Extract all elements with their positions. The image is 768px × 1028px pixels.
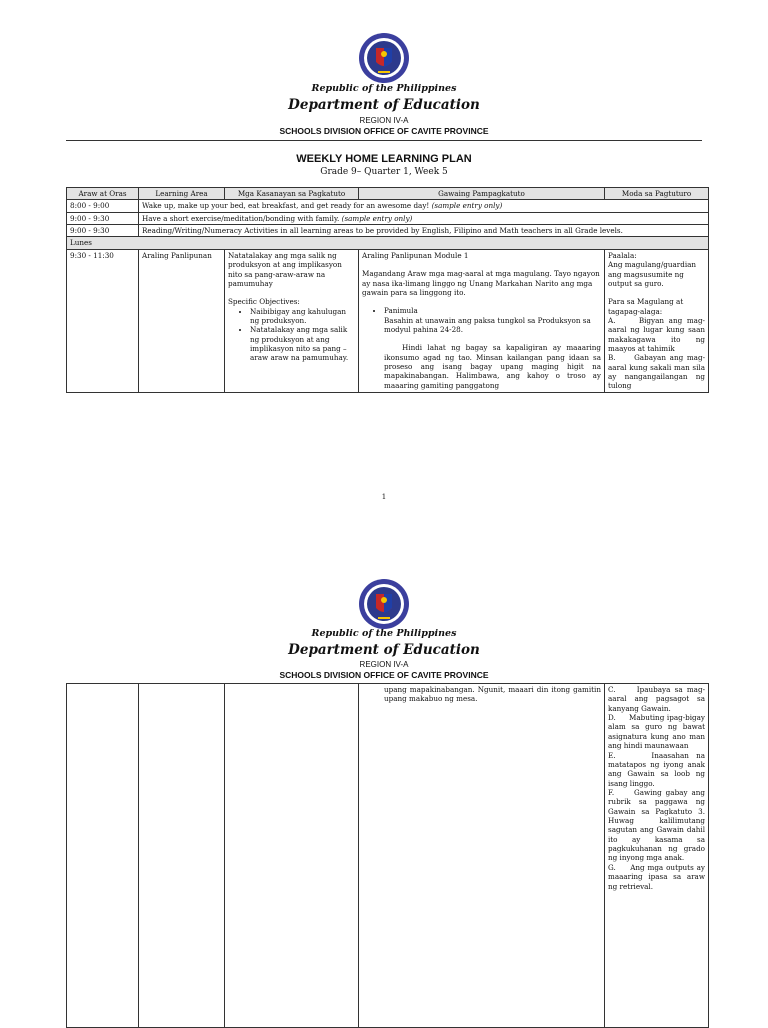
routine-text: Wake up, make up your bed, eat breakfast, and get ready for an awesome day! (142, 201, 430, 211)
skills-cell (225, 684, 359, 1028)
greeting-text: Magandang Araw mga mag-aaral at mga magulang. Tayo ngayon ay nasa ika-limang linggo ng Unang Markahan Narito ang mga gawain para sa linggong ito. (362, 269, 600, 297)
region-label: REGION IV-A (359, 116, 409, 125)
table-row (67, 200, 709, 212)
parent-guideline: B. Gabayan ang mag-aaral kung sakali man sila ay nangangailangan ng tulong (608, 353, 705, 391)
deped-seal-icon (358, 578, 410, 630)
module-title: Araling Panlipunan Module 1 (362, 250, 469, 260)
learning-plan-table (66, 187, 709, 393)
table-header-row (67, 188, 709, 200)
deped-seal-icon (358, 32, 410, 84)
objectives-list (228, 307, 355, 363)
header-cell-activities: Gawaing Pampagkatuto (359, 188, 605, 200)
table-row (67, 684, 709, 1028)
parents-label: Para sa Magulang at tagapag-alaga: (608, 297, 684, 316)
time-cell (67, 684, 139, 1028)
header-divider (66, 140, 702, 141)
objectives-label: Specific Objectives: (228, 297, 300, 307)
mode-cell (605, 684, 709, 1028)
republic-heading: Republic of the Philippines (311, 628, 457, 639)
page-2 (0, 520, 768, 1024)
discussion-paragraph: Hindi lahat ng bagay sa kapaligiran ay maaaring ikonsumo agad ng tao. Minsan kailangan pang idaan sa proseso ang isang bagay upang maging higit na mapakinabangan. Halimbawa, ang kahoy o troso ay maaaring gamiting panggatong (384, 343, 601, 390)
department-heading: Department of Education (288, 642, 480, 658)
plan-subtitle: Grade 9– Quarter 1, Week 5 (320, 167, 448, 177)
routine-cell (139, 200, 709, 212)
skills-intro: Natatalakay ang mga salik ng produksyon at ang implikasyon nito sa pang-araw-araw na pamumuhay (228, 250, 342, 288)
parent-guideline: F. Gawing gabay ang rubrik sa paggawa ng Gawain sa Pagkatuto 3. Huwag kalilimutang sagutan ang Gawain dahil ito ay kasama sa pagkukuhanan ng grado ng inyong mga anak. (608, 787, 705, 863)
instruction-text: Basahin at unawain ang paksa tungkol sa Produksyon sa modyul pahina 24-28. (384, 315, 591, 334)
learning-plan-table-continued (66, 683, 709, 1028)
day-row (67, 237, 709, 249)
parent-guideline: C. Ipaubaya sa mag-aaral ang pagsagot sa kanyang Gawain. (608, 685, 705, 713)
learning-area-cell: Araling Panlipunan (139, 249, 225, 392)
table-row (67, 212, 709, 224)
sample-note: (sample entry only) (431, 201, 503, 211)
time-cell: 8:00 - 9:00 (67, 200, 139, 212)
learning-area-cell (139, 684, 225, 1028)
region-label: REGION IV-A (359, 660, 409, 669)
activity-bullets (362, 306, 601, 315)
department-heading: Department of Education (288, 97, 480, 113)
objective-item: • Natatalakay ang mga salik ng produksyon at ang implikasyon nito sa pang –araw araw na pamumuhay. (250, 325, 355, 362)
activities-cell (359, 249, 605, 392)
table-row (67, 225, 709, 237)
reminder-label: Paalala: (608, 250, 637, 260)
header-cell-day-time: Araw at Oras (67, 188, 139, 200)
routine-text: Have a short exercise/meditation/bonding with family. (142, 213, 340, 223)
skills-cell (225, 249, 359, 392)
header-cell-learning-area: Learning Area (139, 188, 225, 200)
republic-heading: Republic of the Philippines (311, 83, 457, 94)
discussion-paragraph-continued: upang mapakinabangan. Ngunit, maaari din itong gamitin upang makabuo ng mesa. (384, 685, 601, 704)
parent-guideline: E. Inaasahan na matatapos ng iyong anak ang Gawain sa loob ng isang linggo. (608, 750, 705, 788)
time-cell: 9:00 - 9:30 (67, 225, 139, 237)
parent-guideline: D. Mabuting ipag-bigay alam sa guro ng bawat asignatura kung ano man ang hindi maunawaan (608, 713, 705, 751)
time-cell: 9:00 - 9:30 (67, 212, 139, 224)
day-label: Lunes (67, 237, 709, 249)
header-cell-skills: Mga Kasanayan sa Pagkatuto (225, 188, 359, 200)
page-number: 1 (381, 493, 387, 501)
division-label: SCHOOLS DIVISION OFFICE OF CAVITE PROVINCE (279, 126, 489, 136)
mode-cell (605, 249, 709, 392)
routine-cell (139, 212, 709, 224)
plan-title: WEEKLY HOME LEARNING PLAN (296, 153, 472, 165)
table-row (67, 249, 709, 392)
activities-cell (359, 684, 605, 1028)
parent-guideline: A. Bigyan ang mag-aaral ng lugar kung saan makakagawa ito ng maayos at tahimik (608, 315, 705, 354)
reminder-text: Ang magulang/guardian ang magsusumite ng output sa guro. (608, 260, 697, 288)
sample-note: (sample entry only) (341, 213, 413, 223)
objective-item: • Naibibigay ang kahulugan ng produksyon. (250, 307, 355, 326)
header-cell-mode: Moda sa Pagtuturo (605, 188, 709, 200)
division-label: SCHOOLS DIVISION OFFICE OF CAVITE PROVINCE (279, 670, 489, 680)
time-cell: 9:30 - 11:30 (67, 249, 139, 392)
activity-bullet: • Panimula (384, 306, 601, 315)
routine-cell: Reading/Writing/Numeracy Activities in all learning areas to be provided by English, Filipino and Math teachers in all Grade levels. (139, 225, 709, 237)
parent-guideline: G. Ang mga outputs ay maaaring ipasa sa araw ng retrieval. (608, 862, 705, 891)
